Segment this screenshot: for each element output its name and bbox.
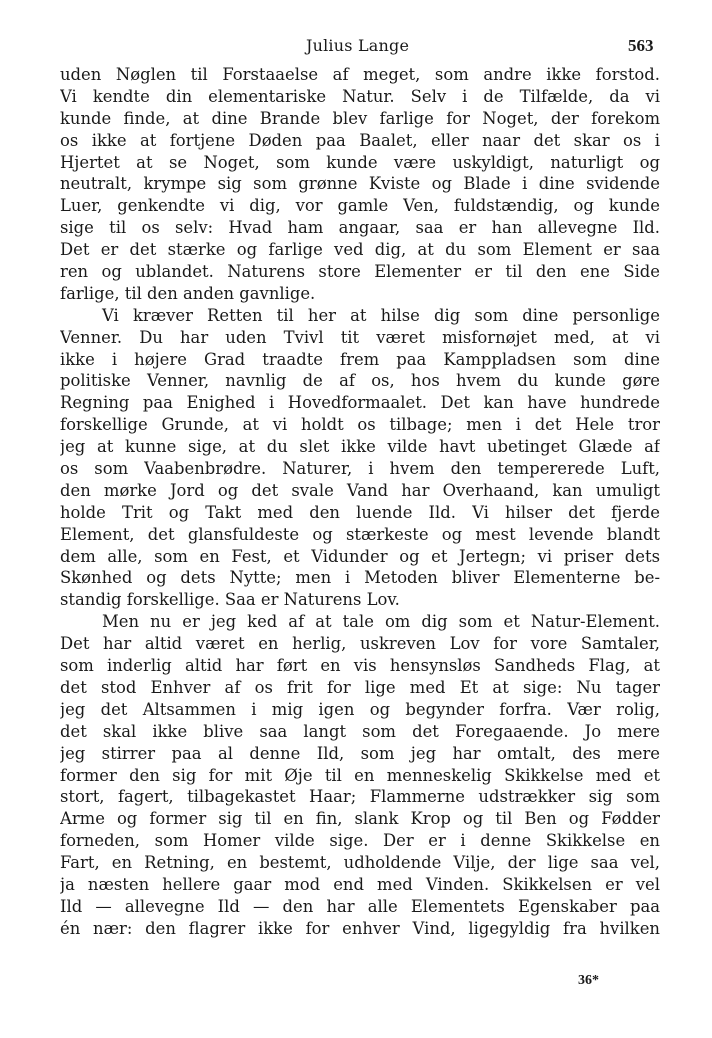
text-line: sige til os selv: Hvad ham angaar, saa er han allevegne Ild.: [60, 218, 660, 238]
text-line: Men nu er jeg ked af at tale om dig som et Natur-Element.: [102, 612, 660, 632]
running-header-author: Julius Lange: [306, 36, 410, 55]
text-line: Vi kendte din elementariske Natur. Selv i de Tilfælde, da vi: [60, 86, 660, 106]
printer-signature-mark: 36*: [578, 973, 599, 988]
text-line: ren og ublandet. Naturens store Elementer er til den ene Side: [60, 262, 660, 282]
text-line: Venner. Du har uden Tvivl tit været misfornøjet med, at vi: [60, 327, 660, 347]
text-line: jeg det Altsammen i mig igen og begynder forfra. Vær rolig,: [60, 699, 660, 719]
text-line: Vi kræver Retten til her at hilse dig som dine personlige: [102, 305, 660, 325]
text-line: os som Vaabenbrødre. Naturer, i hvem den tempererede Luft,: [60, 459, 660, 479]
page-number: 563: [628, 36, 654, 55]
text-line: ikke i højere Grad traadte frem paa Kamppladsen som dine: [60, 349, 660, 369]
text-line: Det er det stærke og farlige ved dig, at du som Element er saa: [60, 240, 660, 260]
text-line: jeg at kunne sige, at du slet ikke vilde havt ubetinget Glæde af: [60, 437, 660, 457]
text-line: Skønhed og dets Nytte; men i Metoden bliver Elementerne be-: [60, 568, 660, 588]
text-line: os ikke at fortjene Døden paa Baalet, eller naar det skar os i: [60, 130, 660, 150]
text-line: forneden, som Homer vilde sige. Der er i denne Skikkelse en: [60, 831, 660, 851]
text-line: det stod Enhver af os frit for lige med Et at sige: Nu tager: [60, 677, 660, 697]
text-line: stort, fagert, tilbagekastet Haar; Flammerne udstrækker sig som: [60, 787, 660, 807]
text-line: standig forskellige. Saa er Naturens Lov.: [60, 590, 400, 610]
text-line: det skal ikke blive saa langt som det Foregaaende. Jo mere: [60, 721, 660, 741]
text-line: jeg stirrer paa al denne Ild, som jeg har omtalt, des mere: [60, 743, 660, 763]
text-line: Regning paa Enighed i Hovedformaalet. Det kan have hundrede: [60, 393, 660, 413]
text-line: Hjertet at se Noget, som kunde være uskyldigt, naturligt og: [60, 152, 660, 172]
text-line: Element, det glansfuldeste og stærkeste og mest levende blandt: [60, 524, 660, 544]
text-line: én nær: den flagrer ikke for enhver Vind, ligegyldig fra hvilken: [60, 918, 660, 938]
text-line: Det har altid været en herlig, uskreven Lov for vore Samtaler,: [60, 634, 660, 654]
text-line: Arme og former sig til en fin, slank Krop og til Ben og Fødder: [60, 809, 660, 829]
text-line: den mørke Jord og det svale Vand har Overhaand, kan umuligt: [60, 480, 660, 500]
text-line: som inderlig altid har ført en vis hensynsløs Sandheds Flag, at: [60, 656, 660, 676]
text-line: farlige, til den anden gavnlige.: [60, 283, 316, 303]
text-line: ja næsten hellere gaar mod end med Vinden. Skikkelsen er vel: [60, 874, 660, 894]
text-line: neutralt, krympe sig som grønne Kviste og Blade i dine svidende: [60, 174, 660, 194]
text-line: forskellige Grunde, at vi holdt os tilbage; men i det Hele tror: [60, 415, 660, 435]
text-line: uden Nøglen til Forstaaelse af meget, som andre ikke forstod.: [60, 65, 660, 84]
text-line: kunde finde, at dine Brande blev farlige for Noget, der forekom: [60, 108, 660, 128]
text-line: Luer, genkendte vi dig, vor gamle Ven, fuldstændig, og kunde: [60, 196, 660, 216]
text-line: former den sig for mit Øje til en menneskelig Skikkelse med et: [60, 765, 660, 785]
text-line: holde Trit og Takt med den luende Ild. Vi hilser det fjerde: [60, 502, 660, 522]
body-text: [60, 64, 660, 940]
text-line: Fart, en Retning, en bestemt, udholdende Vilje, der lige saa vel,: [60, 853, 660, 873]
text-line: Ild — allevegne Ild — den har alle Elementets Egenskaber paa: [60, 896, 660, 916]
text-line: dem alle, som en Fest, et Vidunder og et Jertegn; vi priser dets: [60, 546, 660, 566]
text-line: politiske Venner, navnlig de af os, hos hvem du kunde gøre: [60, 371, 660, 391]
